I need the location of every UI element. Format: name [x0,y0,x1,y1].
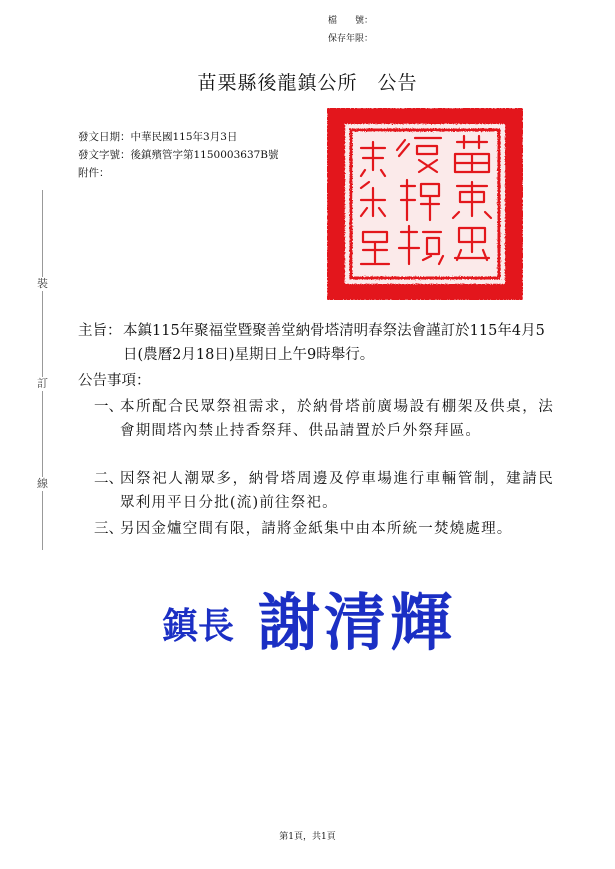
official-seal-stamp [327,108,523,300]
document-info [78,128,279,182]
issue-number: 發文字號：後鎮殯管字第1150003637B號 [78,149,279,161]
page-footer: 第1頁，共1頁 [279,832,336,842]
signature-name-text: 謝清輝 [258,586,457,659]
notice-item [94,517,554,541]
binding-char-ding: 訂 [37,377,48,390]
retention-period-label: 保存年限： [328,34,374,44]
subject-text: 本鎮115年聚福堂暨聚善堂納骨塔清明春祭法會謹訂於115年4月5日(農曆2月18日)星期日上午9時舉行。 [123,323,545,363]
notice-item-number: 一、 [94,399,123,415]
file-meta [328,12,373,48]
notice-item-text: 本所配合民眾祭祖需求，於納骨塔前廣場設有棚架及供桌，法會期間塔內禁止持香祭拜、供品請置於戶外祭拜區。 [120,399,554,439]
issue-date: 發文日期：中華民國115年3月3日 [78,131,238,143]
notice-item-text: 另因金爐空間有限，請將金紙集中由本所統一焚燒處理。 [120,521,513,537]
signature-title-text: 鎮長 [162,605,235,647]
subject-label: 主旨： [78,323,122,339]
notice-item [94,467,554,515]
binding-char-zhuang: 裝 [37,277,48,290]
file-number-label: 檔 號： [328,16,374,26]
mayor-signature-stamp [160,572,480,662]
subject-paragraph [78,319,558,367]
notice-heading: 公告事項： [78,373,151,389]
binding-margin-line [42,190,43,550]
document-title: 苗栗縣後龍鎮公所 公告 [197,72,418,94]
binding-char-xian: 線 [37,477,48,490]
notice-item [94,395,554,443]
notice-item-text: 因祭祀人潮眾多，納骨塔周邊及停車場進行車輛管制，建請民眾利用平日分批(流)前往祭祀。 [120,471,554,511]
notice-item-number: 二、 [94,471,123,487]
attachment-label: 附件： [78,167,110,179]
notice-item-number: 三、 [94,521,123,537]
